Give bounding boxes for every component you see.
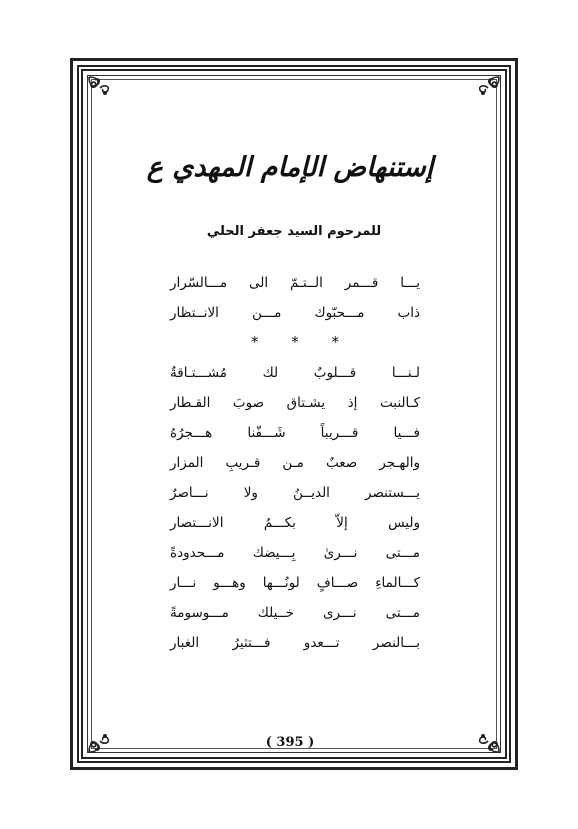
floral-corner-ornament-icon <box>86 74 116 104</box>
verse-line: يـــستنصر الديــنُ ولا نـــاصرٌ <box>170 485 420 501</box>
verse-line: فـــيا قـــريباً شَـــفّنا هـــجرُهُ <box>170 425 420 441</box>
verse-line: مـــتى نـــرىٰ بِـــيضك مـــحدودةً <box>170 545 420 561</box>
verse-line: والهـجر صعبٌ مـن قـريبِ المزار <box>170 455 420 471</box>
verse-line: كـالنبت إذ يشـتاق صوبَ القـطار <box>170 395 420 411</box>
poem-body <box>170 268 420 658</box>
poem-author: للمرحوم السيد جعفر الحلي <box>206 224 382 239</box>
verse-line: يـــا قـــمر الــتـمّ الى مـــالسّرار <box>170 275 420 291</box>
verse-line: ذاب مـــحبّوك مـــن الانــتظار <box>170 305 420 321</box>
verse-line: مـــتى نـــرى خــيلك مـــوسومةً <box>170 605 420 621</box>
page-number: ( 395 ) <box>265 735 315 750</box>
poem-title: إستنهاض الإمام المهدي ع <box>146 152 434 183</box>
floral-corner-ornament-icon <box>472 725 502 755</box>
floral-corner-ornament-icon <box>472 74 502 104</box>
star-separator-icon: * * * <box>250 333 354 351</box>
verse-line: وليس إلاّ بكـــمُ الانـــتصار <box>170 515 420 531</box>
verse-line: كـــالماءِ صـــافٍ لونُـــها وهـــو نـــار <box>170 575 420 591</box>
floral-corner-ornament-icon <box>86 725 116 755</box>
verse-line: لـنـــا قـــلوبٌ لك مُشـــتـاقةٌ <box>170 365 420 381</box>
verse-line: بـــالنصر تـــعدو فـــتثيرُ الغبار <box>170 635 420 651</box>
